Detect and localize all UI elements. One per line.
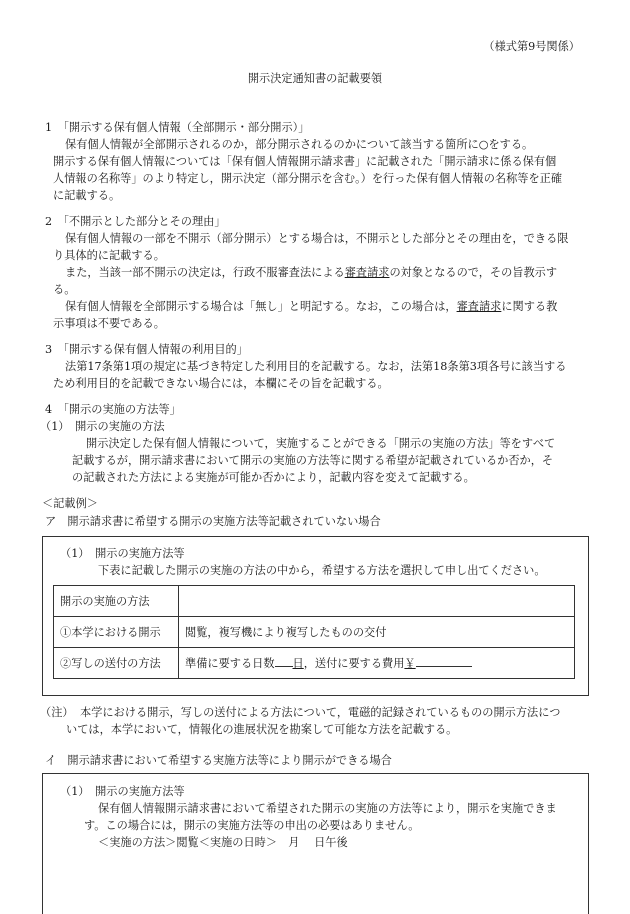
section-2-text: り具体的に記載する。 <box>53 249 165 262</box>
review-request-link: 審査請求 <box>344 266 390 279</box>
table-cell <box>179 586 575 617</box>
section-2-text: 保有個人情報の一部を不開示（部分開示）とする場合は，不開示とした部分とその理由を，できる限 <box>65 232 569 245</box>
table-row <box>54 586 575 617</box>
section-2 <box>45 213 591 332</box>
box-b-heading: （1） 開示の実施方法等 <box>60 785 185 798</box>
method-table <box>53 585 575 679</box>
page-title: 開示決定通知書の記載要領 <box>247 72 383 85</box>
section-1 <box>45 119 591 204</box>
box-a-text: 下表に記載した開示の実施の方法の中から，希望する方法を選択して申し出てください。 <box>98 564 546 577</box>
section-4-subheading: （1） 開示の実施の方法 <box>40 420 165 433</box>
table-cell: 閲覧，複写機により複写したものの交付 <box>179 617 575 648</box>
table-cell: 開示の実施の方法 <box>54 586 179 617</box>
section-3 <box>45 341 591 392</box>
section-4-text: 記載するが，開示請求書において開示の実施の方法等に関する希望が記載されているか否か，そ <box>72 454 554 467</box>
case-b-heading: イ 開示請求書において希望する実施方法等により開示ができる場合 <box>45 754 392 767</box>
box-a-heading: （1） 開示の実施方法等 <box>60 547 185 560</box>
section-3-text: 法第17条第1項の規定に基づき特定した利用目的を記載する。なお，法第18条第3項各号に該当する <box>65 360 567 373</box>
section-4 <box>45 401 591 418</box>
table-cell: 準備に要する日数 日，送付に要する費用￥ <box>179 648 575 679</box>
review-request-link: 審査請求 <box>456 300 502 313</box>
section-2-text: 示事項は不要である。 <box>53 317 165 330</box>
box-b-text: ＜実施の方法＞閲覧＜実施の日時＞ 月 日午後 <box>98 836 348 849</box>
form-number: （様式第9号関係） <box>483 40 580 53</box>
table-row <box>54 617 575 648</box>
example-label: ＜記載例＞ <box>42 497 98 510</box>
section-2-text: また，当該一部不開示の決定は，行政不服審査法による審査請求の対象となるので，その旨教示す <box>65 266 558 279</box>
section-4-body <box>40 418 600 486</box>
section-4-heading: 4 「開示の実施の方法等」 <box>45 403 181 416</box>
box-b-text: す。この場合には，開示の実施方法等の申出の必要はありません。 <box>84 819 420 832</box>
note-label: （注） <box>40 706 74 719</box>
case-a-heading: ア 開示請求書に希望する開示の実施方法等記載されていない場合 <box>45 515 381 528</box>
note-text: いては，本学において，情報化の進展状況を勘案して可能な方法を記載する。 <box>66 723 458 736</box>
section-2-heading: 2 「不開示とした部分とその理由」 <box>45 215 226 228</box>
section-4-text: 開示決定した保有個人情報について，実施することができる「開示の実施の方法」等をすべて <box>86 437 556 450</box>
section-1-text: 開示する保有個人情報については「保有個人情報開示請求書」に記載された「開示請求に係る保有個 <box>53 155 557 168</box>
table-row <box>54 648 575 679</box>
days-blank <box>275 654 293 667</box>
section-2-text: る。 <box>53 283 76 296</box>
section-3-text: ため利用目的を記載できない場合には，本欄にその旨を記載する。 <box>53 377 389 390</box>
table-cell: ②写しの送付の方法 <box>54 648 179 679</box>
table-cell: ①本学における開示 <box>54 617 179 648</box>
section-3-heading: 3 「開示する保有個人情報の利用目的」 <box>45 343 248 356</box>
section-1-heading: 1 「開示する保有個人情報（全部開示・部分開示）」 <box>45 121 310 134</box>
fee-blank <box>416 654 472 667</box>
section-4-text: の記載された方法による実施が可能か否かにより，記載内容を変えて記載する。 <box>72 471 475 484</box>
section-2-text: 保有個人情報を全部開示する場合は「無し」と明記する。なお，この場合は，審査請求に関する教 <box>65 300 558 313</box>
section-1-text: 人情報の名称等」のより特定し，開示決定（部分開示を含む。）を行った保有個人情報の名称等を正確 <box>53 172 563 185</box>
section-1-text: 保有個人情報が全部開示されるのか，部分開示されるのかについて該当する箇所に○をする。 <box>65 138 534 151</box>
note-text: 本学における開示，写しの送付による方法について，電磁的記録されているものの開示方法につ <box>80 706 561 719</box>
section-1-text: に記載する。 <box>53 189 121 202</box>
box-b-text: 保有個人情報開示請求書において希望された開示の実施の方法等により，開示を実施できま <box>98 802 557 815</box>
